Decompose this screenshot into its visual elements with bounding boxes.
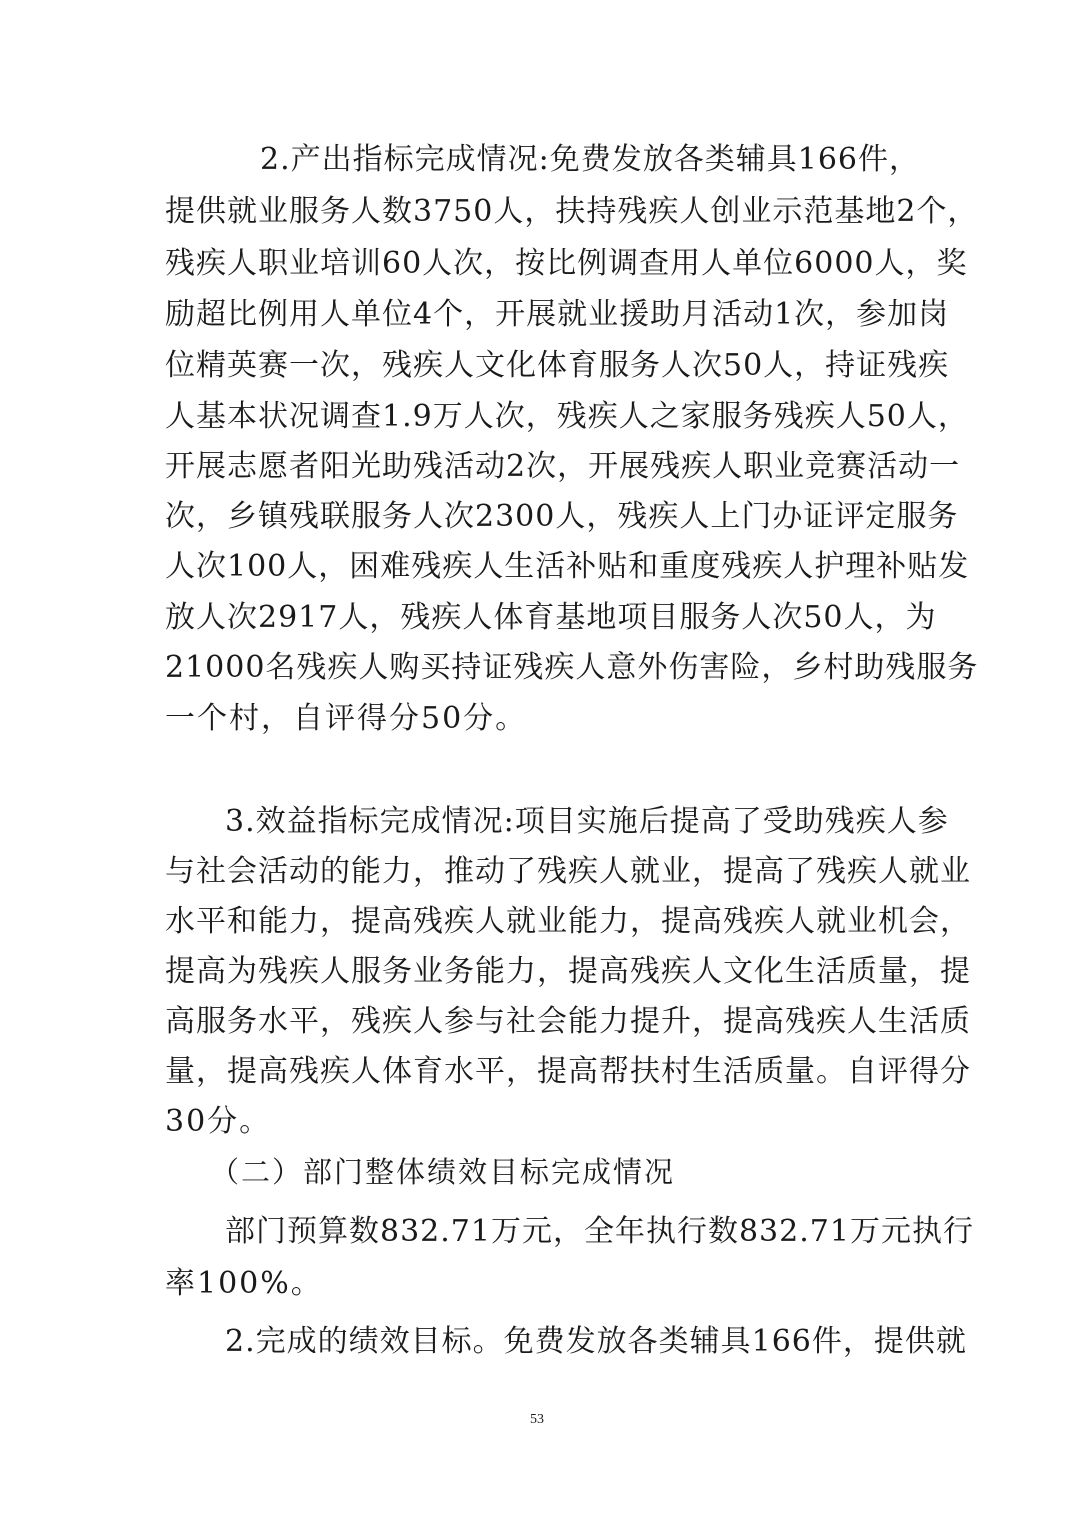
- text-line: 高服务水平，残疾人参与社会能力提升，提高残疾人生活质: [165, 1004, 971, 1039]
- text-line: 励超比例用人单位4个，开展就业援助月活动1次，参加岗: [165, 297, 950, 332]
- text-line: 与社会活动的能力，推动了残疾人就业，提高了残疾人就业: [165, 854, 971, 889]
- text-line: 次，乡镇残联服务人次2300人，残疾人上门办证评定服务: [165, 499, 959, 534]
- page-number: 53: [530, 1412, 544, 1427]
- text-line: 提供就业服务人数3750人，扶持残疾人创业示范基地2个，: [165, 194, 979, 229]
- text-line: 水平和能力，提高残疾人就业能力，提高残疾人就业机会，: [165, 904, 971, 939]
- text-line: 30分。: [165, 1104, 272, 1139]
- text-line: 一个村，自评得分50分。: [165, 701, 528, 736]
- text-line: 位精英赛一次，残疾人文化体育服务人次50人，持证残疾: [165, 348, 950, 383]
- text-line: 3.效益指标完成情况:项目实施后提高了受助残疾人参: [225, 804, 949, 839]
- text-line: 人次100人，困难残疾人生活补贴和重度残疾人护理补贴发: [165, 549, 970, 584]
- text-line: 2.完成的绩效目标。免费发放各类辅具166件，提供就: [225, 1324, 967, 1359]
- text-line: 2.产出指标完成情况:免费发放各类辅具166件，: [260, 142, 920, 177]
- text-line: 人基本状况调查1.9万人次，残疾人之家服务残疾人50人，: [165, 399, 969, 434]
- text-line: 残疾人职业培训60人次，按比例调查用人单位6000人，奖: [165, 246, 968, 281]
- text-line: 提高为残疾人服务业务能力，提高残疾人文化生活质量，提: [165, 954, 971, 989]
- text-line: 率100%。: [165, 1266, 323, 1301]
- text-line: 放人次2917人，残疾人体育基地项目服务人次50人，为: [165, 600, 937, 635]
- text-line: 21000名残疾人购买持证残疾人意外伤害险，乡村助残服务: [165, 650, 979, 685]
- section-heading: （二）部门整体绩效目标完成情况: [210, 1155, 676, 1189]
- text-line: 量，提高残疾人体育水平，提高帮扶村生活质量。自评得分: [165, 1054, 971, 1089]
- text-line: 开展志愿者阳光助残活动2次，开展残疾人职业竞赛活动一: [165, 449, 961, 484]
- text-line: 部门预算数832.71万元，全年执行数832.71万元执行: [225, 1214, 974, 1249]
